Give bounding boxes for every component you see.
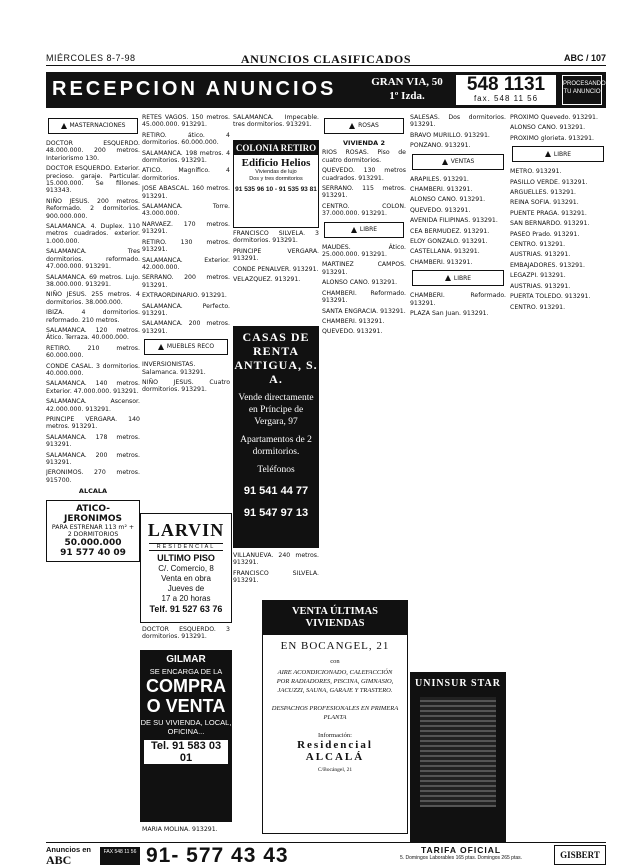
gilmar-line: SE ENCARGA DE LA <box>149 667 223 676</box>
colonia-name: COLONIA RETIRO <box>235 143 317 153</box>
classified-ad: CONDE CASAL. 3 dormitorios. 40.000.000. <box>46 362 140 377</box>
classified-ad: JERONIMOS. 270 metros. 915700. <box>46 469 140 484</box>
classified-ad: FRANCISCO SILVELA. 3 dormitorios. 913291. <box>233 230 319 245</box>
casas-phone: 91 541 44 77 <box>243 485 309 497</box>
classified-ad: EXTRAORDINARIO. 913291. <box>142 292 227 300</box>
triangle-icon <box>545 151 551 157</box>
classified-ad: SALAMANCA. Torre. 43.000.000. <box>142 203 230 218</box>
classified-ad: CHAMBERI. Reformado. 913291. <box>410 292 506 307</box>
classified-ad: PROXIMO Quevedo. 913291. <box>510 114 598 121</box>
classified-ad: NARVAEZ. 170 metros. 913291. <box>142 220 230 236</box>
bocangel-ad <box>262 600 408 834</box>
tarifa-text: 5. Domingos Laborables 165 ptas. Domingos 265 ptas. <box>399 855 523 861</box>
colonia-retiro-ad <box>233 140 319 228</box>
atico-price: 50.000.000 <box>64 538 122 549</box>
gilmar-venta: O VENTA <box>146 696 226 716</box>
classified-ad: DOCTOR ESQUERDO. Exterior. precioso. garaje. Particular. 15.000.000. Se fillones. 913343. <box>46 165 140 195</box>
classified-ad: SERRANO. 115 metros. 913291. <box>322 185 406 200</box>
section-tag <box>48 118 138 134</box>
classified-ad: MARIA MOLINA. 913291. <box>142 826 218 833</box>
section-tag <box>324 222 404 238</box>
classified-ad: DOCTOR ESQUERDO. 3 dormitorios. 913291. <box>142 626 230 641</box>
colonia-sub: Viviendas de lujo <box>255 169 297 175</box>
larvin-line: C/. Comercio, 8 <box>158 564 214 573</box>
classified-ad: PUERTA TOLEDO. 913291. <box>510 293 591 301</box>
classified-ad: RETIRO. 130 metros. 913291. <box>142 238 230 254</box>
classified-ad: INVERSIONISTAS. Salamanca. 913291. <box>142 361 206 376</box>
section-tag-label: LIBRE <box>453 274 472 282</box>
classified-ad: AVENIDA FILIPINAS. 913291. <box>410 217 498 225</box>
gilmar-ad <box>140 650 232 822</box>
classified-ad: RETIRO. 210 metros. 60.000.000. <box>46 344 140 360</box>
processing-badge: PROCESANDO TU ANUNCIO <box>562 75 602 105</box>
triangle-icon <box>351 227 357 233</box>
classified-ad: EMBAJADORES. 913291. <box>510 261 585 269</box>
column-3-bottom <box>233 552 319 596</box>
classified-ad: AUSTRIAS. 913291. <box>510 282 571 290</box>
larvin-line: Jueves de <box>167 584 205 593</box>
classified-ad: PROXIMO glorieta. 913291. <box>510 134 594 142</box>
uninsur-ad <box>410 672 506 842</box>
larvin-sub: RESIDENCIAL <box>149 543 223 551</box>
classified-ad: SALAMANCA. 200 metros. 913291. <box>46 451 140 467</box>
classified-ad: QUEVEDO. 913291. <box>322 328 383 336</box>
triangle-icon <box>442 159 448 165</box>
larvin-line: 17 a 20 horas <box>161 594 211 603</box>
gilmar-line: DE SU VIVIENDA, LOCAL, OFICINA... <box>140 718 232 736</box>
classified-ad: SALAMANCA. Ascensor. 42.000.000. 913291. <box>46 398 140 413</box>
classified-ad: PASEO Prado. 913291. <box>510 230 580 238</box>
classified-ad: MARTINEZ CAMPOS. 913291. <box>322 261 406 276</box>
casas-phone: 91 547 97 13 <box>243 507 309 519</box>
classified-ad: RIOS ROSAS. Piso de cuatro dormitorios. <box>322 149 406 164</box>
section-tag <box>412 270 504 286</box>
larvin-logo: LARVIN <box>147 520 225 540</box>
column-3-top <box>233 114 319 138</box>
section-tag <box>324 118 404 134</box>
venta-address: C/Bocángel, 21 <box>317 767 353 773</box>
venta-despachos: DESPACHOS PROFESIONALES EN PRIMERA PLANTA <box>271 705 399 721</box>
classified-ad: CHAMBERI. 913291. <box>322 317 385 325</box>
colonia-phone: 91 535 96 10 - 91 535 93 81 <box>235 186 317 193</box>
atico-phone: 91 577 40 09 <box>60 548 126 559</box>
classified-ad: RETIRO. ático. 4 dormitorios. 60.000.000. <box>142 131 230 147</box>
classified-ad: IBIZA. 4 dormitorios. reformado. 210 metros. <box>46 309 140 324</box>
classified-ad: SALAMANCA. 198 metros. 4 dormitorios. 913291. <box>142 149 230 165</box>
gilmar-phone: Tel. 91 583 03 01 <box>144 740 228 764</box>
reception-phone-box <box>456 75 556 105</box>
gilmar-compra: COMPRA <box>146 676 226 696</box>
reception-banner <box>46 72 606 108</box>
colonia-sub2: Dos y tres dormitorios <box>249 176 303 182</box>
gisbert-logo: GISBERT <box>554 845 606 865</box>
classified-ad: LEGAZPI. 913291. <box>510 272 566 280</box>
column-2-bottom <box>142 626 230 650</box>
venta-info: Información: <box>318 732 352 739</box>
classified-ad: PASILLO VERDE. 913291. <box>510 178 588 186</box>
page-footer <box>46 842 606 866</box>
classified-ad: JOSE ABASCAL. 160 metros. 913291. <box>142 185 230 200</box>
larvin-line: ULTIMO PISO <box>157 553 215 563</box>
sub-section-heading: VIVIENDA 2 <box>343 139 385 147</box>
triangle-icon <box>158 344 164 350</box>
section-tag-label: ROSAS <box>358 122 379 130</box>
classified-ad: CENTRO. 913291. <box>510 303 566 311</box>
classified-ad: SALAMANCA. 200 metros. 913291. <box>142 320 230 335</box>
classified-ad: SALAMANCA. Impecable. tres dormitorios. 913291. <box>233 114 319 129</box>
classified-ad: SALAMANCA. Perfecto. 913291. <box>142 302 230 317</box>
larvin-phone: Telf. 91 527 63 76 <box>149 604 223 614</box>
issue-date: MIÉRCOLES 8-7-98 <box>46 53 136 63</box>
reception-fax: fax. 548 11 56 <box>473 94 539 103</box>
uninsur-logo: UNINSUR STAR <box>415 678 501 689</box>
classified-ad: RETES VAGOS. 150 metros. 45.000.000. 913291. <box>142 114 230 129</box>
classified-ad: REINA SOFIA. 913291. <box>510 199 579 207</box>
classified-ad: SERRANO. 200 metros. 913291. <box>142 274 230 289</box>
classified-ad: BRAVO MURILLO. 913291. <box>410 131 490 139</box>
classified-ad: ARAPILES. 913291. <box>410 175 469 183</box>
classified-ad: CEA BERMUDEZ. 913291. <box>410 227 490 235</box>
tarifa-box <box>376 845 546 861</box>
page-header <box>46 52 606 66</box>
casas-text3: Teléfonos <box>257 465 295 475</box>
classified-ad: ARGUELLES. 913291. <box>510 189 577 197</box>
building-photo <box>420 697 496 807</box>
column-6 <box>510 114 606 840</box>
casas-renta-ad <box>233 326 319 548</box>
venta-title: VENTA ÚLTIMAS VIVIENDAS <box>263 601 407 635</box>
classified-ad: PUENTE PRAGA. 913291. <box>510 209 587 217</box>
casas-text: Vende directamente en Príncipe de Vergara, 97 <box>238 393 314 427</box>
section-tag-label: LIBRE <box>553 150 572 158</box>
classified-ad: CONDE PENALVER. 913291. <box>233 265 319 273</box>
classified-ad: VELAZQUEZ. 913291. <box>233 276 301 284</box>
atico-desc: PARA ESTRENAR 113 m² + 2 DORMITORIOS <box>51 523 135 539</box>
column-1 <box>46 114 140 840</box>
abc-logo: ABC <box>46 853 72 867</box>
classified-ad: QUEVEDO. 913291. <box>410 206 471 214</box>
classified-ad: PRINCIPE VERGARA. 913291. <box>233 247 319 263</box>
classified-ad: ELOY GONZALO. 913291. <box>410 238 488 246</box>
casas-name: CASAS DE RENTA ANTIGUA, S. A. <box>234 330 318 386</box>
classified-ad: SANTA ENGRACIA. 913291. <box>322 307 406 315</box>
triangle-icon <box>445 275 451 281</box>
atico-title: ATICO-JERONIMOS <box>63 503 123 524</box>
classified-ad: ALONSO CANO. 913291. <box>410 196 486 204</box>
venta-residencial: Residencial <box>297 739 373 751</box>
classified-ad: PRINCIPE VERGARA. 140 metros. 913291. <box>46 416 140 431</box>
column-4 <box>322 114 406 596</box>
classified-ad: SALAMANCA. 140 metros. Exterior. 47.000.000. 913291. <box>46 380 140 395</box>
section-tag-label: LIBRE <box>359 225 378 233</box>
address-street: GRAN VIA, 50 <box>371 76 443 88</box>
address-floor: 1º Izda. <box>389 90 425 102</box>
venta-alcala: ALCALÁ <box>305 751 365 763</box>
tarifa-title: TARIFA OFICIAL <box>420 845 502 855</box>
section-tag <box>412 154 504 170</box>
classified-ad: ALONSO CANO. 913291. <box>510 124 586 132</box>
section-title: ANUNCIOS CLASIFICADOS <box>240 52 412 66</box>
classified-ad: AUSTRIAS. 913291. <box>510 251 571 259</box>
classified-ad: CENTRO. COLON. 37.000.000. 913291. <box>322 202 406 218</box>
classified-ad: PLAZA San Juan. 913291. <box>410 310 489 318</box>
triangle-icon <box>349 123 355 129</box>
venta-con: con <box>330 658 340 665</box>
classified-ad: CENTRO. 913291. <box>510 241 566 249</box>
classified-ad: SALAMANCA. 120 metros. Ático. Terraza. 40.000.000. <box>46 326 140 342</box>
classified-ad: SALAMANCA. Exterior. 42.000.000. <box>142 256 230 271</box>
larvin-line: Venta en obra <box>161 574 211 583</box>
section-tag-label: MASTERNACIONES <box>69 122 126 130</box>
column-2-footer <box>142 826 230 840</box>
classified-ad: VILLANUEVA. 240 metros. 913291. <box>233 552 319 567</box>
colonia-building: Edificio Helios <box>241 157 311 169</box>
classified-ad: DOCTOR ESQUERDO. 48.000.000. 200 metros. Interiorismo 130. <box>46 140 140 162</box>
classified-ad: FRANCISCO SILVELA. 913291. <box>233 569 319 585</box>
reception-phone: 548 1131 <box>466 74 546 95</box>
atico-jeronimos-ad <box>46 500 140 563</box>
triangle-icon <box>61 123 67 129</box>
reception-address <box>364 75 450 103</box>
footer-label: Anuncios en <box>46 845 92 854</box>
classified-ad: METRO. 913291. <box>510 168 562 176</box>
classified-ad: ALONSO CANO. 913291. <box>322 279 398 287</box>
classified-ad: SAN BERNARDO. 913291. <box>510 220 590 228</box>
classified-ad: SALAMANCA. 178 metros. 913291. <box>46 433 140 449</box>
section-tag <box>144 339 228 355</box>
classified-ad: CHAMBERI. 913291. <box>410 258 473 266</box>
classified-ad: NIÑO JESUS. 200 metros. Reformado. 2 dormitorios. 900.000.000. <box>46 197 140 220</box>
classified-ad: ATICO. Magnífico. 4 dormitorios. <box>142 167 230 182</box>
venta-features: AIRE ACONDICIONADO, CALEFACCIÓN POR RADIADORES, PISCINA, GIMNASIO, JACUZZI, SAUNA, GARAJE Y TRASTERO. <box>276 669 394 694</box>
footer-phone: 91- 577 43 43 <box>146 844 289 867</box>
classified-ad: CHAMBERI. Reformado. 913291. <box>322 289 406 305</box>
column-3-mid <box>233 230 319 324</box>
sub-section-heading: ALCALA <box>78 487 108 496</box>
venta-place: EN BOCANGEL, 21 <box>280 640 390 652</box>
gilmar-logo: GILMAR <box>166 654 206 665</box>
column-5 <box>410 114 506 670</box>
larvin-ad <box>140 513 232 623</box>
classified-ad: PONZANO. 913291. <box>410 142 471 150</box>
casas-text2: Apartamentos de 2 dormitorios. <box>240 435 312 457</box>
classified-ad: SALAMANCA. 4. Duplex. 110 metros cuadrados. exterior. 1.000.000. <box>46 223 140 245</box>
classified-ad: SALAMANCA. 69 metros. Lujo. 38.000.000. 913291. <box>46 273 140 288</box>
classified-ad: CHAMBERI. 913291. <box>410 186 473 194</box>
classified-ad: NIÑO JESUS. Cuatro dormitorios. 913291. <box>142 378 230 394</box>
page-number: ABC / 107 <box>563 53 606 63</box>
classified-ad: NIÑO JESUS. 255 metros. 4 dormitorios. 38.000.000. <box>46 291 140 306</box>
classified-ad: SALAMANCA. Tres dormitorios. reformado. 47.000.000. 913291. <box>46 248 140 271</box>
section-tag-label: VENTAS <box>450 157 475 165</box>
reception-title: RECEPCION ANUNCIOS <box>52 78 337 100</box>
classified-ad: QUEVEDO. 130 metros cuadrados. 913291. <box>322 167 406 182</box>
classified-ad: MAUDES. Ático. 25.000.000. 913291. <box>322 243 406 259</box>
classified-ad: SALESAS. Dos dormitorios. 913291. <box>410 114 506 129</box>
footer-fax: FAX 548 11 56 <box>100 847 140 865</box>
classified-ad: CASTELLANA. 913291. <box>410 248 480 256</box>
section-tag-label: MUEBLES RECO <box>166 343 215 351</box>
section-tag <box>512 146 604 162</box>
